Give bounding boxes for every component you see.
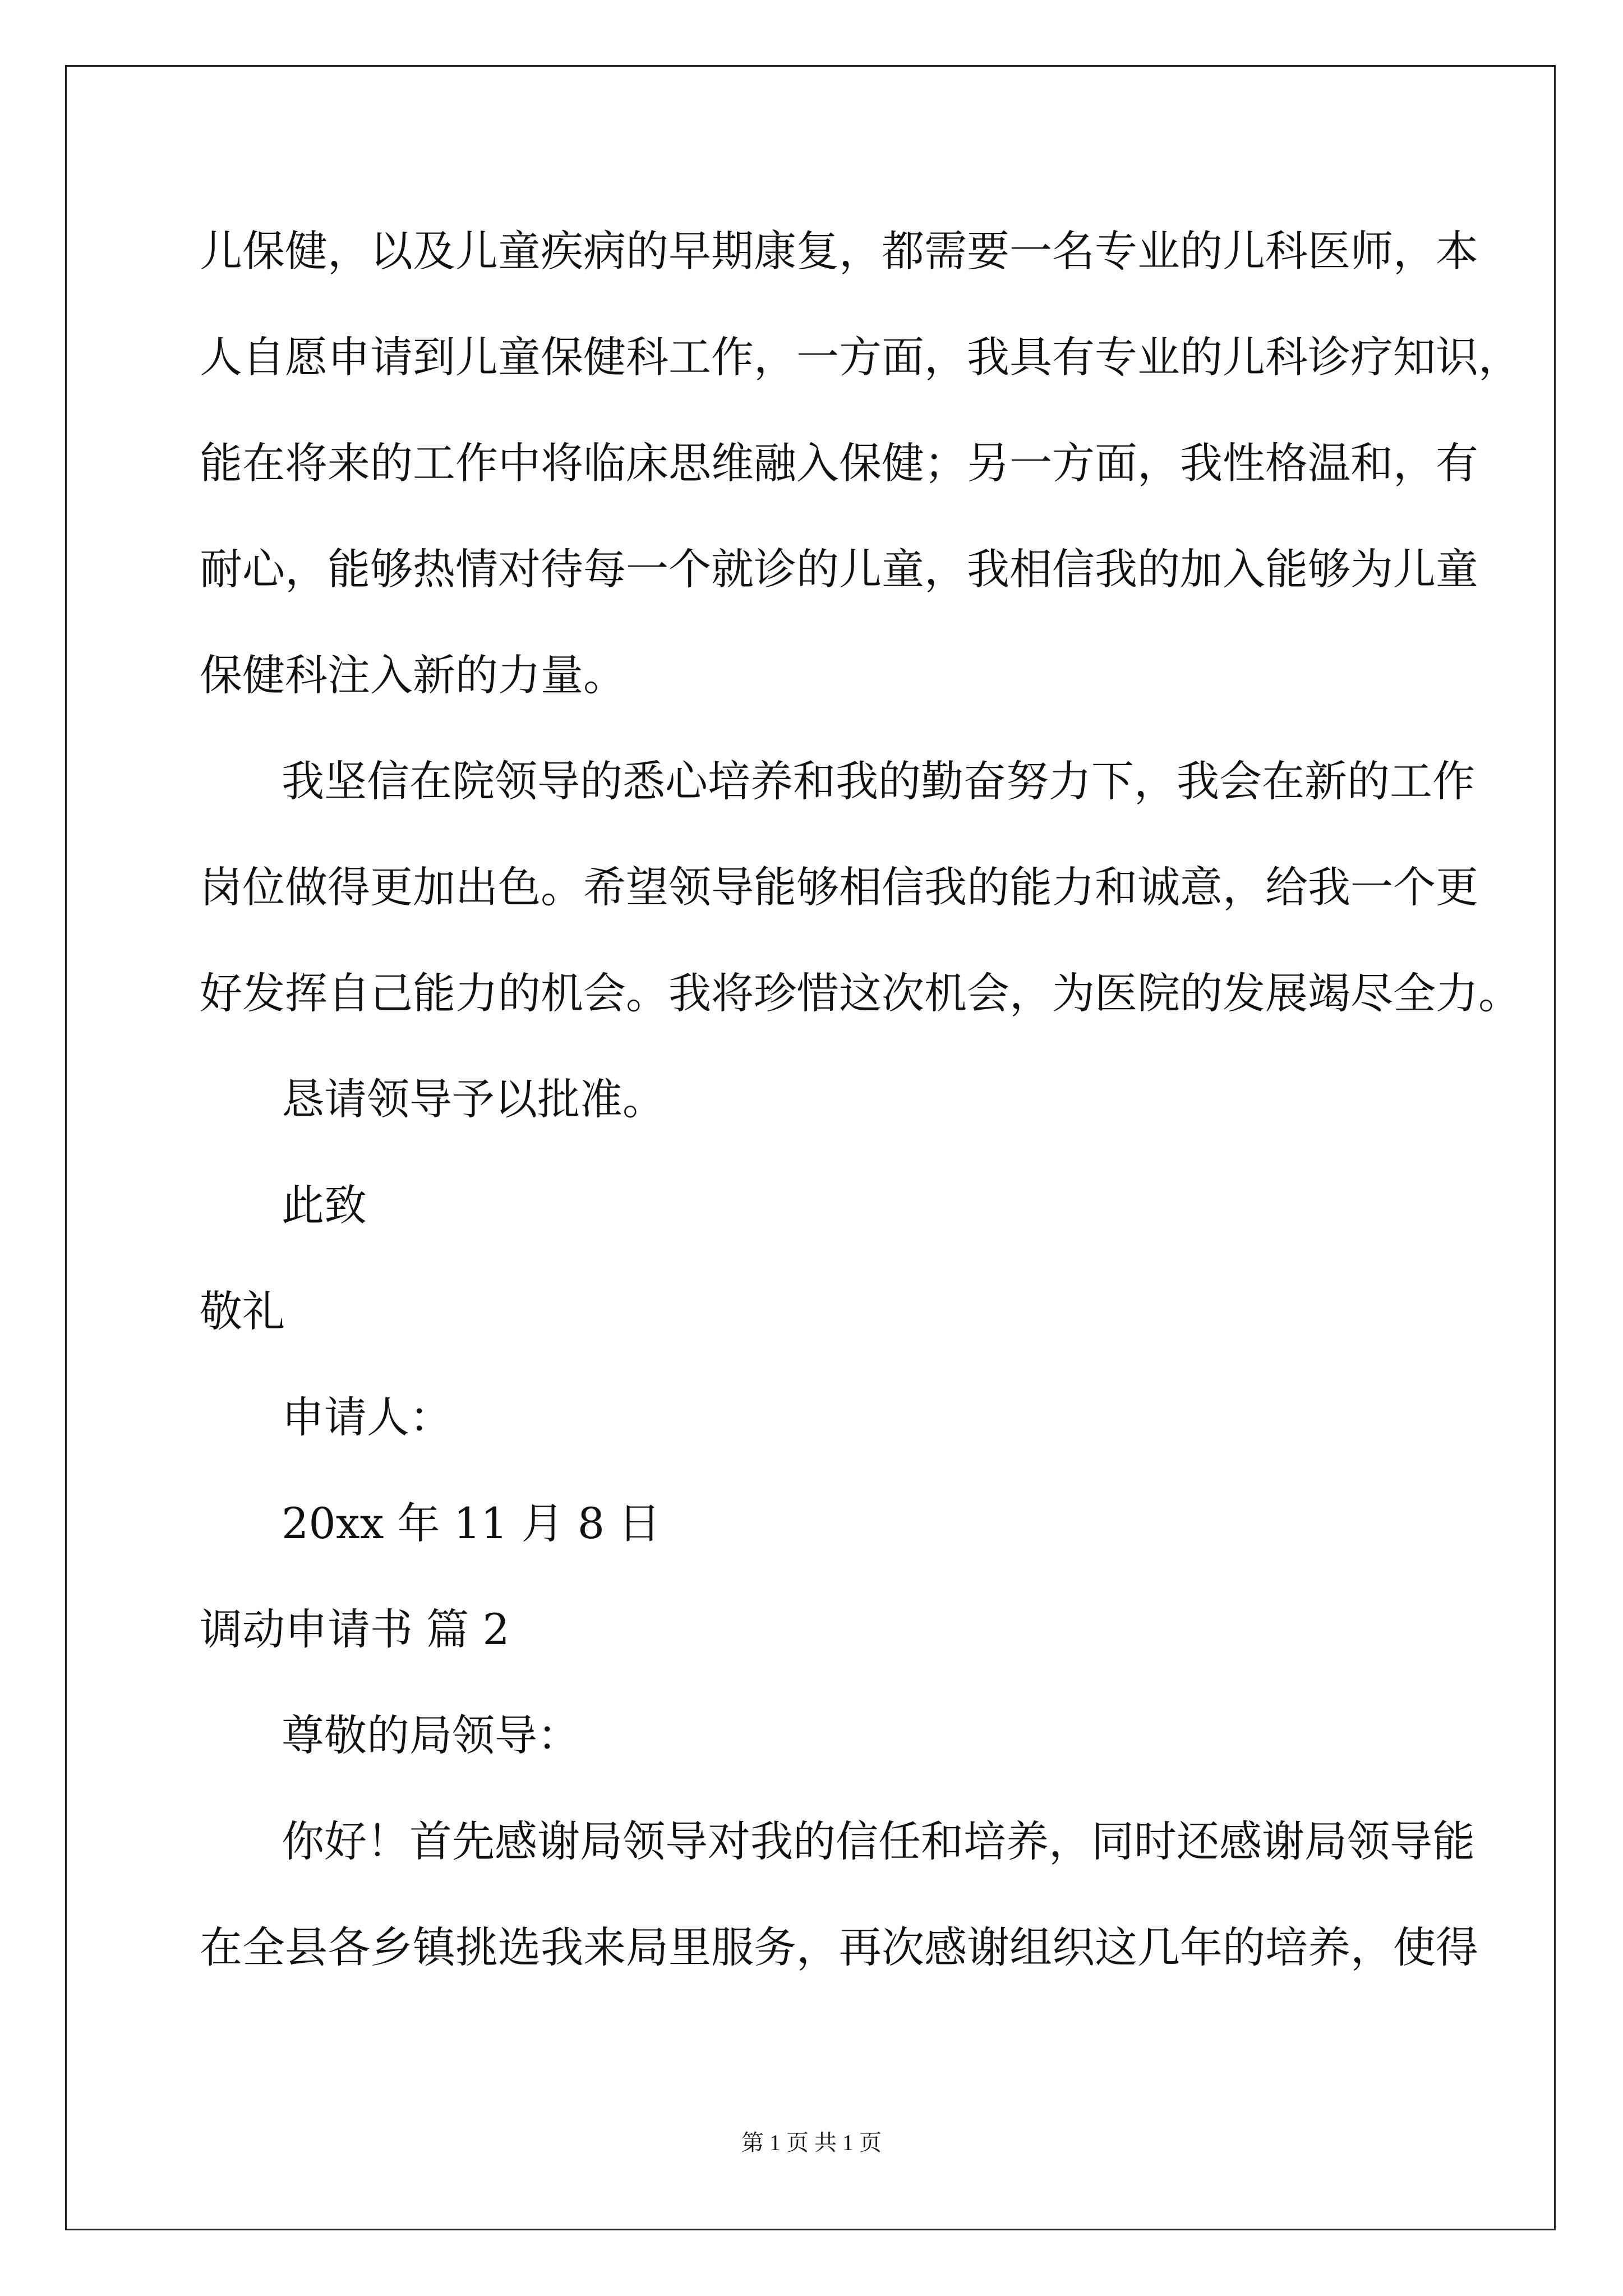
text-line: 恳请领导予以批准。 [282, 1074, 665, 1124]
page-number: 第 1 页 共 1 页 [741, 2130, 882, 2155]
text-line: 好发挥自己能力的机会。我将珍惜这次机会，为医院的发展竭尽全力。 [200, 968, 1521, 1018]
date-line: 20xx 年 11 月 8 日 [282, 1498, 661, 1548]
applicant-label: 申请人： [282, 1392, 452, 1442]
text-line: 能在将来的工作中将临床思维融入保健；另一方面，我性格温和，有 [200, 438, 1478, 488]
closing-regards: 敬礼 [200, 1286, 285, 1336]
text-line: 耐心，能够热情对待每一个就诊的儿童，我相信我的加入能够为儿童 [200, 544, 1478, 594]
text-line: 你好！首先感谢局领导对我的信任和培养，同时还感谢局领导能 [282, 1816, 1475, 1866]
text-line: 儿保健，以及儿童疾病的早期康复，都需要一名专业的儿科医师，本 [200, 226, 1478, 276]
text-line: 岗位做得更加出色。希望领导能够相信我的能力和诚意，给我一个更 [200, 862, 1478, 912]
closing-salutation: 此致 [282, 1180, 367, 1230]
text-line: 我坚信在院领导的悉心培养和我的勤奋努力下，我会在新的工作 [282, 756, 1475, 806]
page-border [65, 65, 1556, 2230]
text-line: 人自愿申请到儿童保健科工作，一方面，我具有专业的儿科诊疗知识， [200, 332, 1521, 382]
greeting: 尊敬的局领导： [282, 1710, 580, 1760]
section-title: 调动申请书 篇 2 [200, 1604, 510, 1654]
text-line: 保健科注入新的力量。 [200, 650, 626, 700]
text-line: 在全县各乡镇挑选我来局里服务，再次感谢组织这几年的培养，使得 [200, 1922, 1478, 1972]
